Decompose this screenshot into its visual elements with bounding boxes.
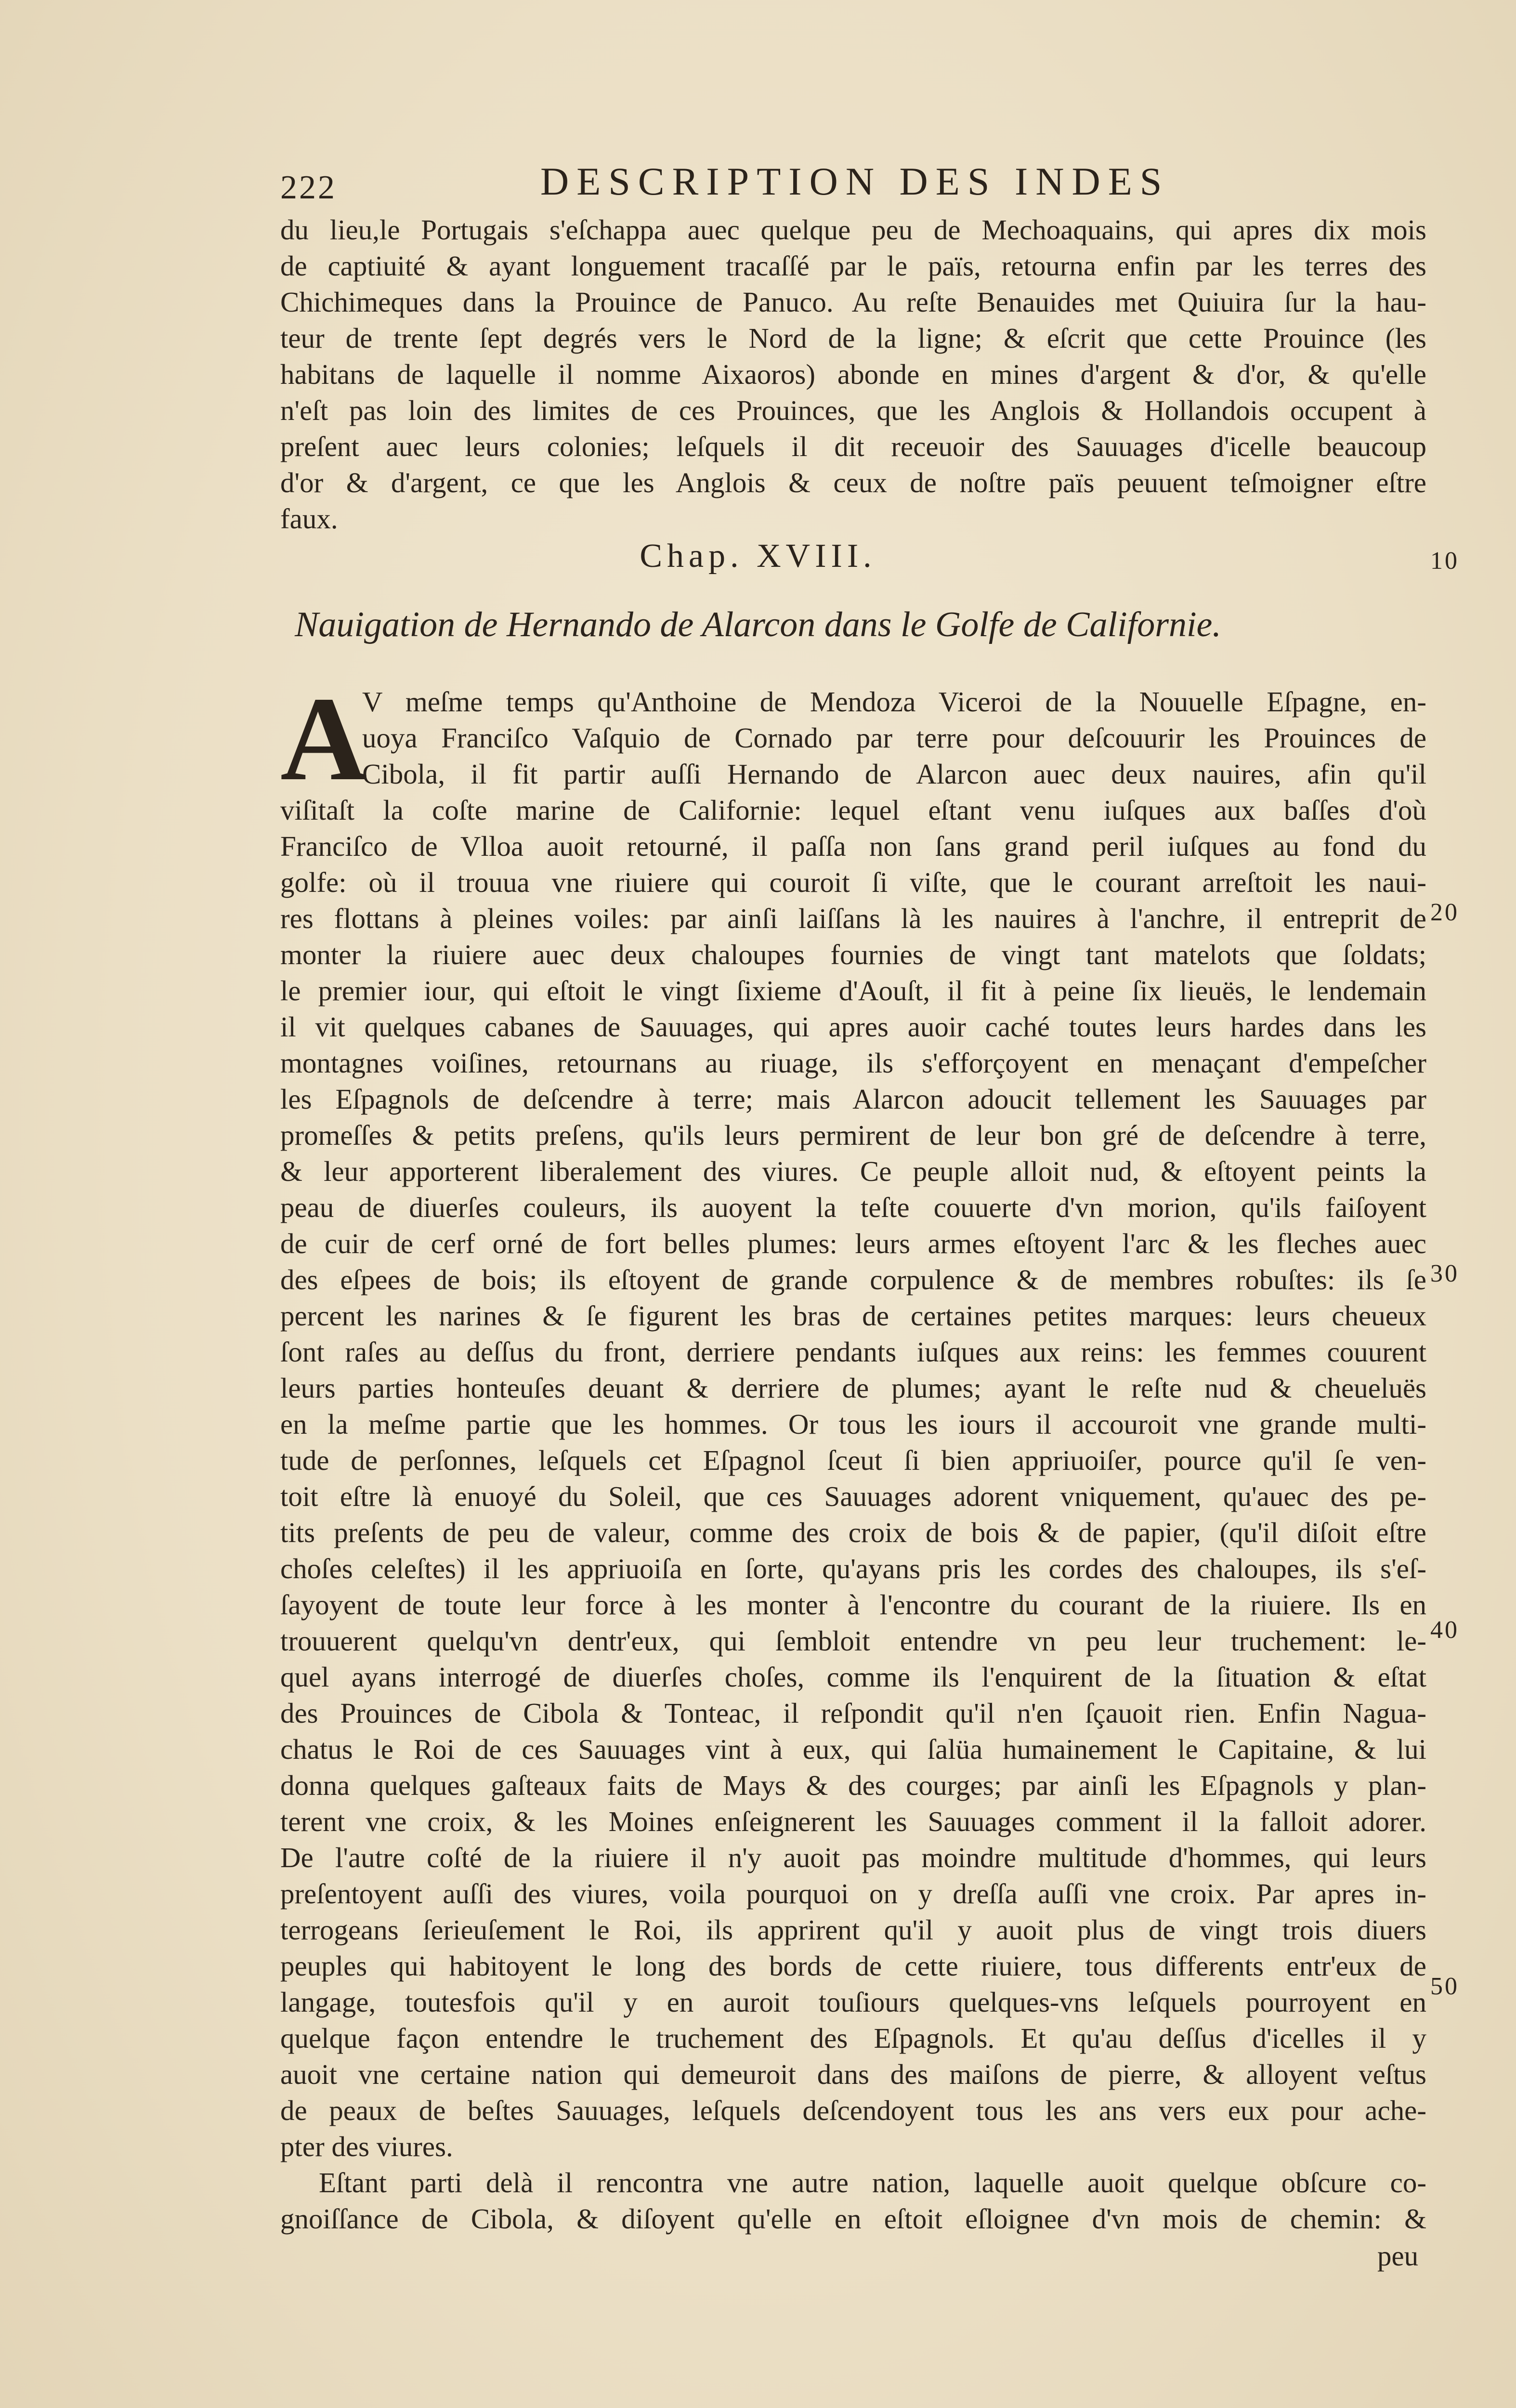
margin-line-number: 20 [1430, 899, 1459, 926]
text-line: viſitaſt la coſte marine de Californie: lequel eſtant venu iuſques aux baſſes d'où [280, 794, 1426, 826]
text-line: donna quelques gaſteaux faits de Mays & des courges; par ainſi les Eſpagnols y plan- [280, 1769, 1426, 1801]
text-line: Cibola, il fit partir auſſi Hernando de Alarcon auec deux nauires, afin qu'il [362, 758, 1426, 790]
text-line: uoya Franciſco Vaſquio de Cornado par terre pour deſcouurir les Prouinces de [362, 722, 1426, 754]
text-line: quel ayans interrogé de diuerſes choſes, comme ils l'enquirent de la ſituation & eſtat [280, 1661, 1426, 1693]
margin-line-number: 50 [1430, 1973, 1459, 2000]
text-line: percent les narines & ſe figurent les bras de certaines petites marques: leurs cheueux [280, 1300, 1426, 1332]
text-line: quelque façon entendre le truchement des Eſpagnols. Et qu'au deſſus d'icelles il y [280, 2022, 1426, 2054]
text-line: leurs parties honteuſes deuant & derriere de plumes; ayant le reſte nud & cheueluës [280, 1372, 1426, 1404]
text-line: d'or & d'argent, ce que les Anglois & ceux de noſtre païs peuuent teſmoigner eſtre [280, 467, 1426, 498]
text-line: des Prouinces de Cibola & Tonteac, il reſpondit qu'il n'en ſçauoit rien. Enfin Nagua- [280, 1697, 1426, 1729]
text-line: gnoiſſance de Cibola, & diſoyent qu'elle en eſtoit eſloignee d'vn mois de chemin: & [280, 2203, 1426, 2235]
text-line: monter la riuiere auec deux chaloupes fournies de vingt tant matelots que ſoldats; [280, 939, 1426, 970]
text-line: en la meſme partie que les hommes. Or tous les iours il accouroit vne grande multi- [280, 1408, 1426, 1440]
margin-line-number: 10 [1430, 547, 1459, 575]
text-line: promeſſes & petits preſens, qu'ils leurs permirent de leur bon gré de deſcendre à terre, [280, 1119, 1426, 1151]
text-line: golfe: où il trouua vne riuiere qui couroit ſi viſte, que le courant arreſtoit les naui- [280, 866, 1426, 898]
text-line: de captiuité & ayant longuement tracaſſé par le païs, retourna enfin par les terres des [280, 250, 1426, 282]
text-line: de peaux de beſtes Sauuages, leſquels deſcendoyent tous les ans vers eux pour ache- [280, 2094, 1426, 2126]
text-line: terrogeans ſerieuſement le Roi, ils apprirent qu'il y auoit plus de vingt trois diuers [280, 1914, 1426, 1946]
text-line: ſayoyent de toute leur force à les monter à l'encontre du courant de la riuiere. Ils en [280, 1589, 1426, 1621]
catchword: peu [1377, 2240, 1419, 2272]
text-line: montagnes voiſines, retournans au riuage, ils s'efforçoyent en menaçant d'empeſcher [280, 1047, 1426, 1079]
text-line: toit eſtre là enuoyé du Soleil, que ces Sauuages adorent vniquement, qu'auec des pe- [280, 1480, 1426, 1512]
chapter-title: Chap. XVIII. [640, 537, 876, 575]
text-line: habitans de laquelle il nomme Aixaoros) abonde en mines d'argent & d'or, & qu'elle [280, 358, 1426, 390]
text-line: n'eſt pas loin des limites de ces Prouinces, que les Anglois & Hollandois occupent à [280, 394, 1426, 426]
margin-line-number: 40 [1430, 1616, 1459, 1644]
text-line: De l'autre coſté de la riuiere il n'y auoit pas moindre multitude d'hommes, qui leurs [280, 1842, 1426, 1873]
text-line: langage, toutesfois qu'il y en auroit touſiours quelques-vns leſquels pourroyent en [280, 1986, 1426, 2018]
text-line: peau de diuerſes couleurs, ils auoyent la teſte couuerte d'vn morion, qu'ils faiſoyent [280, 1191, 1426, 1223]
text-line: auoit vne certaine nation qui demeuroit dans des maiſons de pierre, & alloyent veſtus [280, 2058, 1426, 2090]
page-number: 222 [280, 169, 337, 206]
text-line: preſent auec leurs colonies; leſquels il dit receuoir des Sauuages d'icelle beaucoup [280, 431, 1426, 462]
text-line: teur de trente ſept degrés vers le Nord de la ligne; & eſcrit que cette Prouince (les [280, 322, 1426, 354]
text-line: Eſtant parti delà il rencontra vne autre nation, laquelle auoit quelque obſcure co- [319, 2167, 1426, 2199]
text-line: les Eſpagnols de deſcendre à terre; mais Alarcon adoucit tellement les Sauuages par [280, 1083, 1426, 1115]
margin-line-number: 30 [1430, 1260, 1459, 1287]
text-line: trouuerent quelqu'vn dentr'eux, qui ſembloit entendre vn peu leur truchement: le- [280, 1625, 1426, 1657]
text-line: il vit quelques cabanes de Sauuages, qui apres auoir caché toutes leurs hardes dans les [280, 1011, 1426, 1043]
text-line: tits preſents de peu de valeur, comme des croix de bois & de papier, (qu'il diſoit eſtre [280, 1517, 1426, 1548]
text-line: pter des viures. [280, 2131, 453, 2162]
paragraph-2 [280, 684, 1426, 2237]
text-line: du lieu,le Portugais s'eſchappa auec quelque peu de Mechoaquains, qui apres dix mois [280, 214, 1426, 246]
text-line: preſentoyent auſſi des viures, voila pourquoi on y dreſſa auſſi vne croix. Par apres in- [280, 1878, 1426, 1910]
text-line: peuples qui habitoyent le long des bords de cette riuiere, tous differents entr'eux de [280, 1950, 1426, 1982]
text-line: res flottans à pleines voiles: par ainſi laiſſans là les nauires à l'anchre, il entreprit de [280, 903, 1426, 934]
text-line: V meſme temps qu'Anthoine de Mendoza Viceroi de la Nouuelle Eſpagne, en- [362, 686, 1426, 718]
text-line: Franciſco de Vlloa auoit retourné, il paſſa non ſans grand peril iuſques au fond du [280, 830, 1426, 862]
text-line: des eſpees de bois; ils eſtoyent de grande corpulence & de membres robuſtes: ils ſe [280, 1264, 1426, 1296]
chapter-subtitle: Nauigation de Hernando de Alarcon dans le Golfe de Californie. [295, 605, 1221, 644]
drop-cap: A [280, 672, 367, 806]
running-head: DESCRIPTION DES INDES [540, 159, 1170, 203]
paragraph-1 [280, 212, 1426, 537]
text-line: faux. [280, 503, 338, 535]
text-line: de cuir de cerf orné de fort belles plumes: leurs armes eſtoyent l'arc & les fleches auec [280, 1228, 1426, 1259]
text-line: le premier iour, qui eſtoit le vingt ſixieme d'Aouſt, il fit à peine ſix lieuës, le lendemain [280, 975, 1426, 1007]
text-line: & leur apporterent liberalement des viures. Ce peuple alloit nud, & eſtoyent peints la [280, 1155, 1426, 1187]
text-line: ſont raſes au deſſus du front, derriere pendants iuſques aux reins: les femmes couurent [280, 1336, 1426, 1368]
text-line: tude de perſonnes, leſquels cet Eſpagnol ſceut ſi bien appriuoiſer, pource qu'il ſe ven- [280, 1444, 1426, 1476]
text-line: Chichimeques dans la Prouince de Panuco. Au reſte Benauides met Quiuira ſur la hau- [280, 286, 1426, 318]
text-line: chatus le Roi de ces Sauuages vint à eux, qui ſalüa humainement le Capitaine, & lui [280, 1733, 1426, 1765]
text-line: choſes celeſtes) il les appriuoiſa en ſorte, qu'ayans pris les cordes des chaloupes, ils s'eſ- [280, 1553, 1426, 1584]
text-line: terent vne croix, & les Moines enſeignerent les Sauuages comment il la falloit adorer. [280, 1806, 1426, 1837]
page-header [280, 159, 1436, 212]
